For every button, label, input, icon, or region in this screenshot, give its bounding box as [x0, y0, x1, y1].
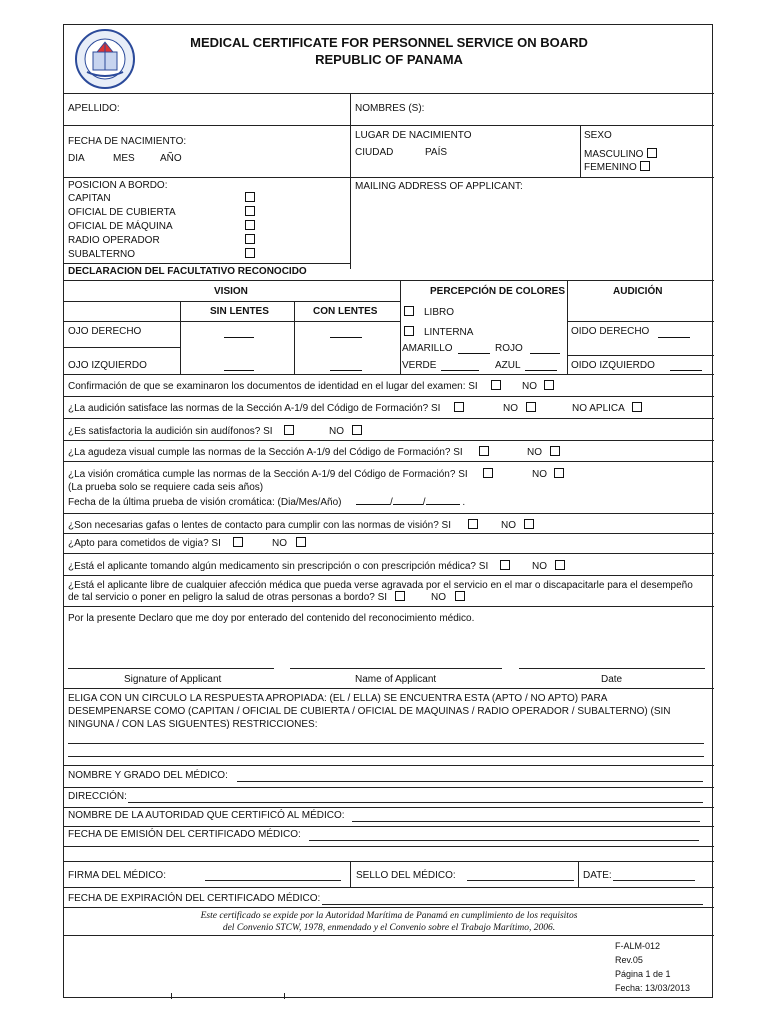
firma-medico-line[interactable]: [205, 880, 341, 881]
sexo-label: SEXO: [584, 130, 612, 141]
ojo-derecho-label: OJO DERECHO: [68, 326, 142, 337]
q8-no-label: NO: [532, 561, 547, 572]
applicant-signature-line[interactable]: [68, 668, 274, 669]
q4-no-label: NO: [527, 447, 542, 458]
amarillo-field[interactable]: [458, 353, 490, 354]
ojo-derecho-con-lentes-field[interactable]: [330, 337, 362, 338]
firma-medico-label: FIRMA DEL MÉDICO:: [68, 870, 166, 881]
q2-si-checkbox[interactable]: [454, 402, 464, 412]
name-applicant-label: Name of Applicant: [355, 674, 437, 685]
ciudad-label: CIUDAD: [355, 147, 394, 158]
eliga-line2: DESEMPEÑARSE COMO (CAPITAN / OFICIAL DE CUBIERTA / OFICIAL DE MÁQUINAS / RADIO OPERADOR / SUBALTERNO) (SIN: [68, 706, 671, 717]
amarillo-label: AMARILLO: [402, 343, 453, 354]
con-lentes-header: CON LENTES: [313, 306, 378, 317]
q6-text: ¿Son necesarias gafas o lentes de contacto para cumplir con las normas de visión? SI: [68, 520, 451, 531]
linterna-checkbox[interactable]: [404, 326, 414, 336]
mailing-address-label: MAILING ADDRESS OF APPLICANT:: [355, 181, 523, 192]
oficial-maquina-checkbox[interactable]: [245, 220, 255, 230]
fecha-expiracion-label: FECHA DE EXPIRACIÓN DEL CERTIFICADO MÉDICO:: [68, 893, 321, 904]
q1-text: Confirmación de que se examinaron los documentos de identidad en el lugar del examen: SI: [68, 381, 478, 392]
declaro-text: Por la presente Declaro que me doy por enterado del contenido del reconocimiento médico.: [68, 613, 475, 624]
oido-derecho-field[interactable]: [658, 337, 690, 338]
page-number: Página 1 de 1: [615, 969, 671, 979]
sin-lentes-header: SIN LENTES: [210, 306, 269, 317]
q3-text: ¿Es satisfactoria la audición sin audífonos? SI: [68, 426, 273, 437]
direccion-label: DIRECCIÓN:: [68, 791, 127, 802]
form-date: Fecha: 13/03/2013: [615, 983, 691, 993]
dia-label: DIA: [68, 153, 85, 164]
azul-label: AZUL: [495, 360, 521, 371]
q5-no-checkbox[interactable]: [554, 468, 564, 478]
ojo-izquierdo-con-lentes-field[interactable]: [330, 370, 362, 371]
declaracion-header: DECLARACION DEL FACULTATIVO RECONOCIDO: [68, 266, 307, 277]
q9-text-line2: de tal servicio o poner en peligro la salud de otras personas a bordo? SI: [68, 592, 388, 603]
certificate-form: [63, 24, 713, 998]
vision-test-date-field[interactable]: / / .: [356, 497, 465, 508]
libro-checkbox[interactable]: [404, 306, 414, 316]
oido-izquierdo-field[interactable]: [670, 370, 702, 371]
footer-italic-line2: del Convenio STCW, 1978, enmendado y el Convenio sobre el Trabajo Marítimo, 2006.: [222, 923, 556, 933]
fecha-emision-line[interactable]: [309, 840, 699, 841]
subalterno-label: SUBALTERNO: [68, 249, 136, 260]
q9-no-label: NO: [431, 592, 446, 603]
q5-note: (La prueba solo se requiere cada seis años): [68, 482, 264, 493]
q8-text: ¿Está el aplicante tomando algún medicamento sin prescripción o con prescripción médica? SI: [68, 561, 489, 572]
q1-no-label: NO: [522, 381, 537, 392]
q3-si-checkbox[interactable]: [284, 425, 294, 435]
capitan-checkbox[interactable]: [245, 192, 255, 202]
form-code: F-ALM-012: [615, 941, 661, 951]
form-title-line2: REPUBLIC OF PANAMA: [315, 52, 463, 67]
doctor-date-label: DATE:: [583, 870, 612, 881]
direccion-line[interactable]: [128, 802, 703, 803]
q2-text: ¿La audición satisface las normas de la Sección A-1/9 del Código de Formación? SI: [68, 403, 441, 414]
masculino-checkbox[interactable]: [647, 148, 657, 158]
mes-label: MES: [113, 153, 135, 164]
fecha-emision-label: FECHA DE EMISIÓN DEL CERTIFICADO MÉDICO:: [68, 829, 301, 840]
q6-no-checkbox[interactable]: [524, 519, 534, 529]
q7-si-checkbox[interactable]: [233, 537, 243, 547]
oido-izquierdo-label: OIDO IZQUIERDO: [571, 360, 655, 371]
q7-no-label: NO: [272, 538, 287, 549]
oficial-maquina-label: OFICIAL DE MÁQUINA: [68, 221, 173, 232]
q5-text: ¿La visión cromática cumple las normas de la Sección A-1/9 del Código de Formación? SI: [68, 469, 468, 480]
sello-medico-label: SELLO DEL MÉDICO:: [356, 870, 456, 881]
ojo-izquierdo-label: OJO IZQUIERDO: [68, 360, 147, 371]
rojo-field[interactable]: [530, 353, 560, 354]
q8-no-checkbox[interactable]: [555, 560, 565, 570]
form-title-line1: MEDICAL CERTIFICATE FOR PERSONNEL SERVICE ON BOARD: [190, 35, 588, 50]
q9-text-line1: ¿Está el aplicante libre de cualquier afección médica que pueda verse agravada por el servicio en el mar o discapacitarle para el desempeño: [68, 580, 693, 591]
q2-no-aplica-checkbox[interactable]: [632, 402, 642, 412]
nombre-medico-label: NOMBRE Y GRADO DEL MÉDICO:: [68, 770, 228, 781]
lugar-nacimiento-label: LUGAR DE NACIMIENTO: [355, 130, 472, 141]
q5-fecha-text: Fecha de la última prueba de visión cromática: (Dia/Mes/Año): [68, 497, 342, 508]
verde-field[interactable]: [441, 370, 479, 371]
footer-italic-line1: Este certificado se expide por la Autoridad Marítima de Panamá en cumplimiento de los requisitos: [200, 911, 578, 921]
sello-medico-line[interactable]: [467, 880, 574, 881]
q9-no-checkbox[interactable]: [455, 591, 465, 601]
q6-si-checkbox[interactable]: [468, 519, 478, 529]
posicion-label: POSICION A BORDO:: [68, 180, 168, 191]
femenino-label: FEMENINO: [584, 162, 637, 173]
q6-no-label: NO: [501, 520, 516, 531]
oficial-cubierta-checkbox[interactable]: [245, 206, 255, 216]
form-revision: Rev.05: [615, 955, 643, 965]
eliga-line1: ELIGA CON UN CIRCULO LA RESPUESTA APROPIADA: (EL / ELLA) SE ENCUENTRA ESTA (APTO / NO APTO) PARA: [68, 693, 608, 704]
q1-si-checkbox[interactable]: [491, 380, 501, 390]
date-line[interactable]: [519, 668, 705, 669]
q1-no-checkbox[interactable]: [544, 380, 554, 390]
apellido-label: APELLIDO:: [68, 103, 120, 114]
nombres-label: NOMBRES (S):: [355, 103, 425, 114]
capitan-label: CAPITAN: [68, 193, 111, 204]
linterna-label: LINTERNA: [424, 327, 474, 338]
date-label: Date: [601, 674, 623, 685]
q7-text: ¿Apto para cometidos de vigia? SI: [68, 538, 221, 549]
q5-no-label: NO: [532, 469, 547, 480]
autoridad-line[interactable]: [352, 821, 700, 822]
audicion-header: AUDICIÓN: [613, 286, 663, 297]
subalterno-checkbox[interactable]: [245, 248, 255, 258]
fecha-expiracion-line[interactable]: [322, 904, 703, 905]
radio-operador-label: RADIO OPERADOR: [68, 235, 160, 246]
q4-text: ¿La agudeza visual cumple las normas de la Sección A-1/9 del Código de Formación? SI: [68, 447, 463, 458]
fecha-nacimiento-label: FECHA DE NACIMIENTO:: [68, 136, 187, 147]
q8-si-checkbox[interactable]: [500, 560, 510, 570]
femenino-checkbox[interactable]: [640, 161, 650, 171]
verde-label: VERDE: [402, 360, 437, 371]
q4-si-checkbox[interactable]: [479, 446, 489, 456]
masculino-label: MASCULINO: [584, 149, 644, 160]
q5-si-checkbox[interactable]: [483, 468, 493, 478]
oficial-cubierta-label: OFICIAL DE CUBIERTA: [68, 207, 176, 218]
q2-no-label: NO: [503, 403, 518, 414]
vision-header: VISION: [214, 286, 248, 297]
percepcion-header: PERCEPCIÓN DE COLORES: [430, 286, 566, 297]
azul-field[interactable]: [525, 370, 557, 371]
signature-applicant-label: Signature of Applicant: [124, 674, 222, 685]
q2-no-checkbox[interactable]: [526, 402, 536, 412]
q3-no-checkbox[interactable]: [352, 425, 362, 435]
applicant-name-line[interactable]: [290, 668, 502, 669]
q4-no-checkbox[interactable]: [550, 446, 560, 456]
doctor-date-line[interactable]: [613, 880, 695, 881]
ano-label: AÑO: [160, 153, 182, 164]
rojo-label: ROJO: [495, 343, 523, 354]
eliga-line3: NINGUNA / CON LAS SIGUENTES) RESTRICCIONES:: [68, 719, 318, 730]
q7-no-checkbox[interactable]: [296, 537, 306, 547]
libro-label: LIBRO: [424, 307, 455, 318]
q3-no-label: NO: [329, 426, 344, 437]
q9-si-checkbox[interactable]: [395, 591, 405, 601]
pais-label: PAÍS: [425, 147, 448, 158]
restricciones-line-2[interactable]: [68, 756, 704, 757]
nombre-medico-line[interactable]: [237, 781, 703, 782]
oido-derecho-label: OIDO DERECHO: [571, 326, 650, 337]
restricciones-line-1[interactable]: [68, 743, 704, 744]
no-aplica-label: NO APLICA: [572, 403, 625, 414]
ojo-derecho-sin-lentes-field[interactable]: [224, 337, 254, 338]
autoridad-label: NOMBRE DE LA AUTORIDAD QUE CERTIFICÓ AL MÉDICO:: [68, 810, 345, 821]
ojo-izquierdo-sin-lentes-field[interactable]: [224, 370, 254, 371]
radio-operador-checkbox[interactable]: [245, 234, 255, 244]
